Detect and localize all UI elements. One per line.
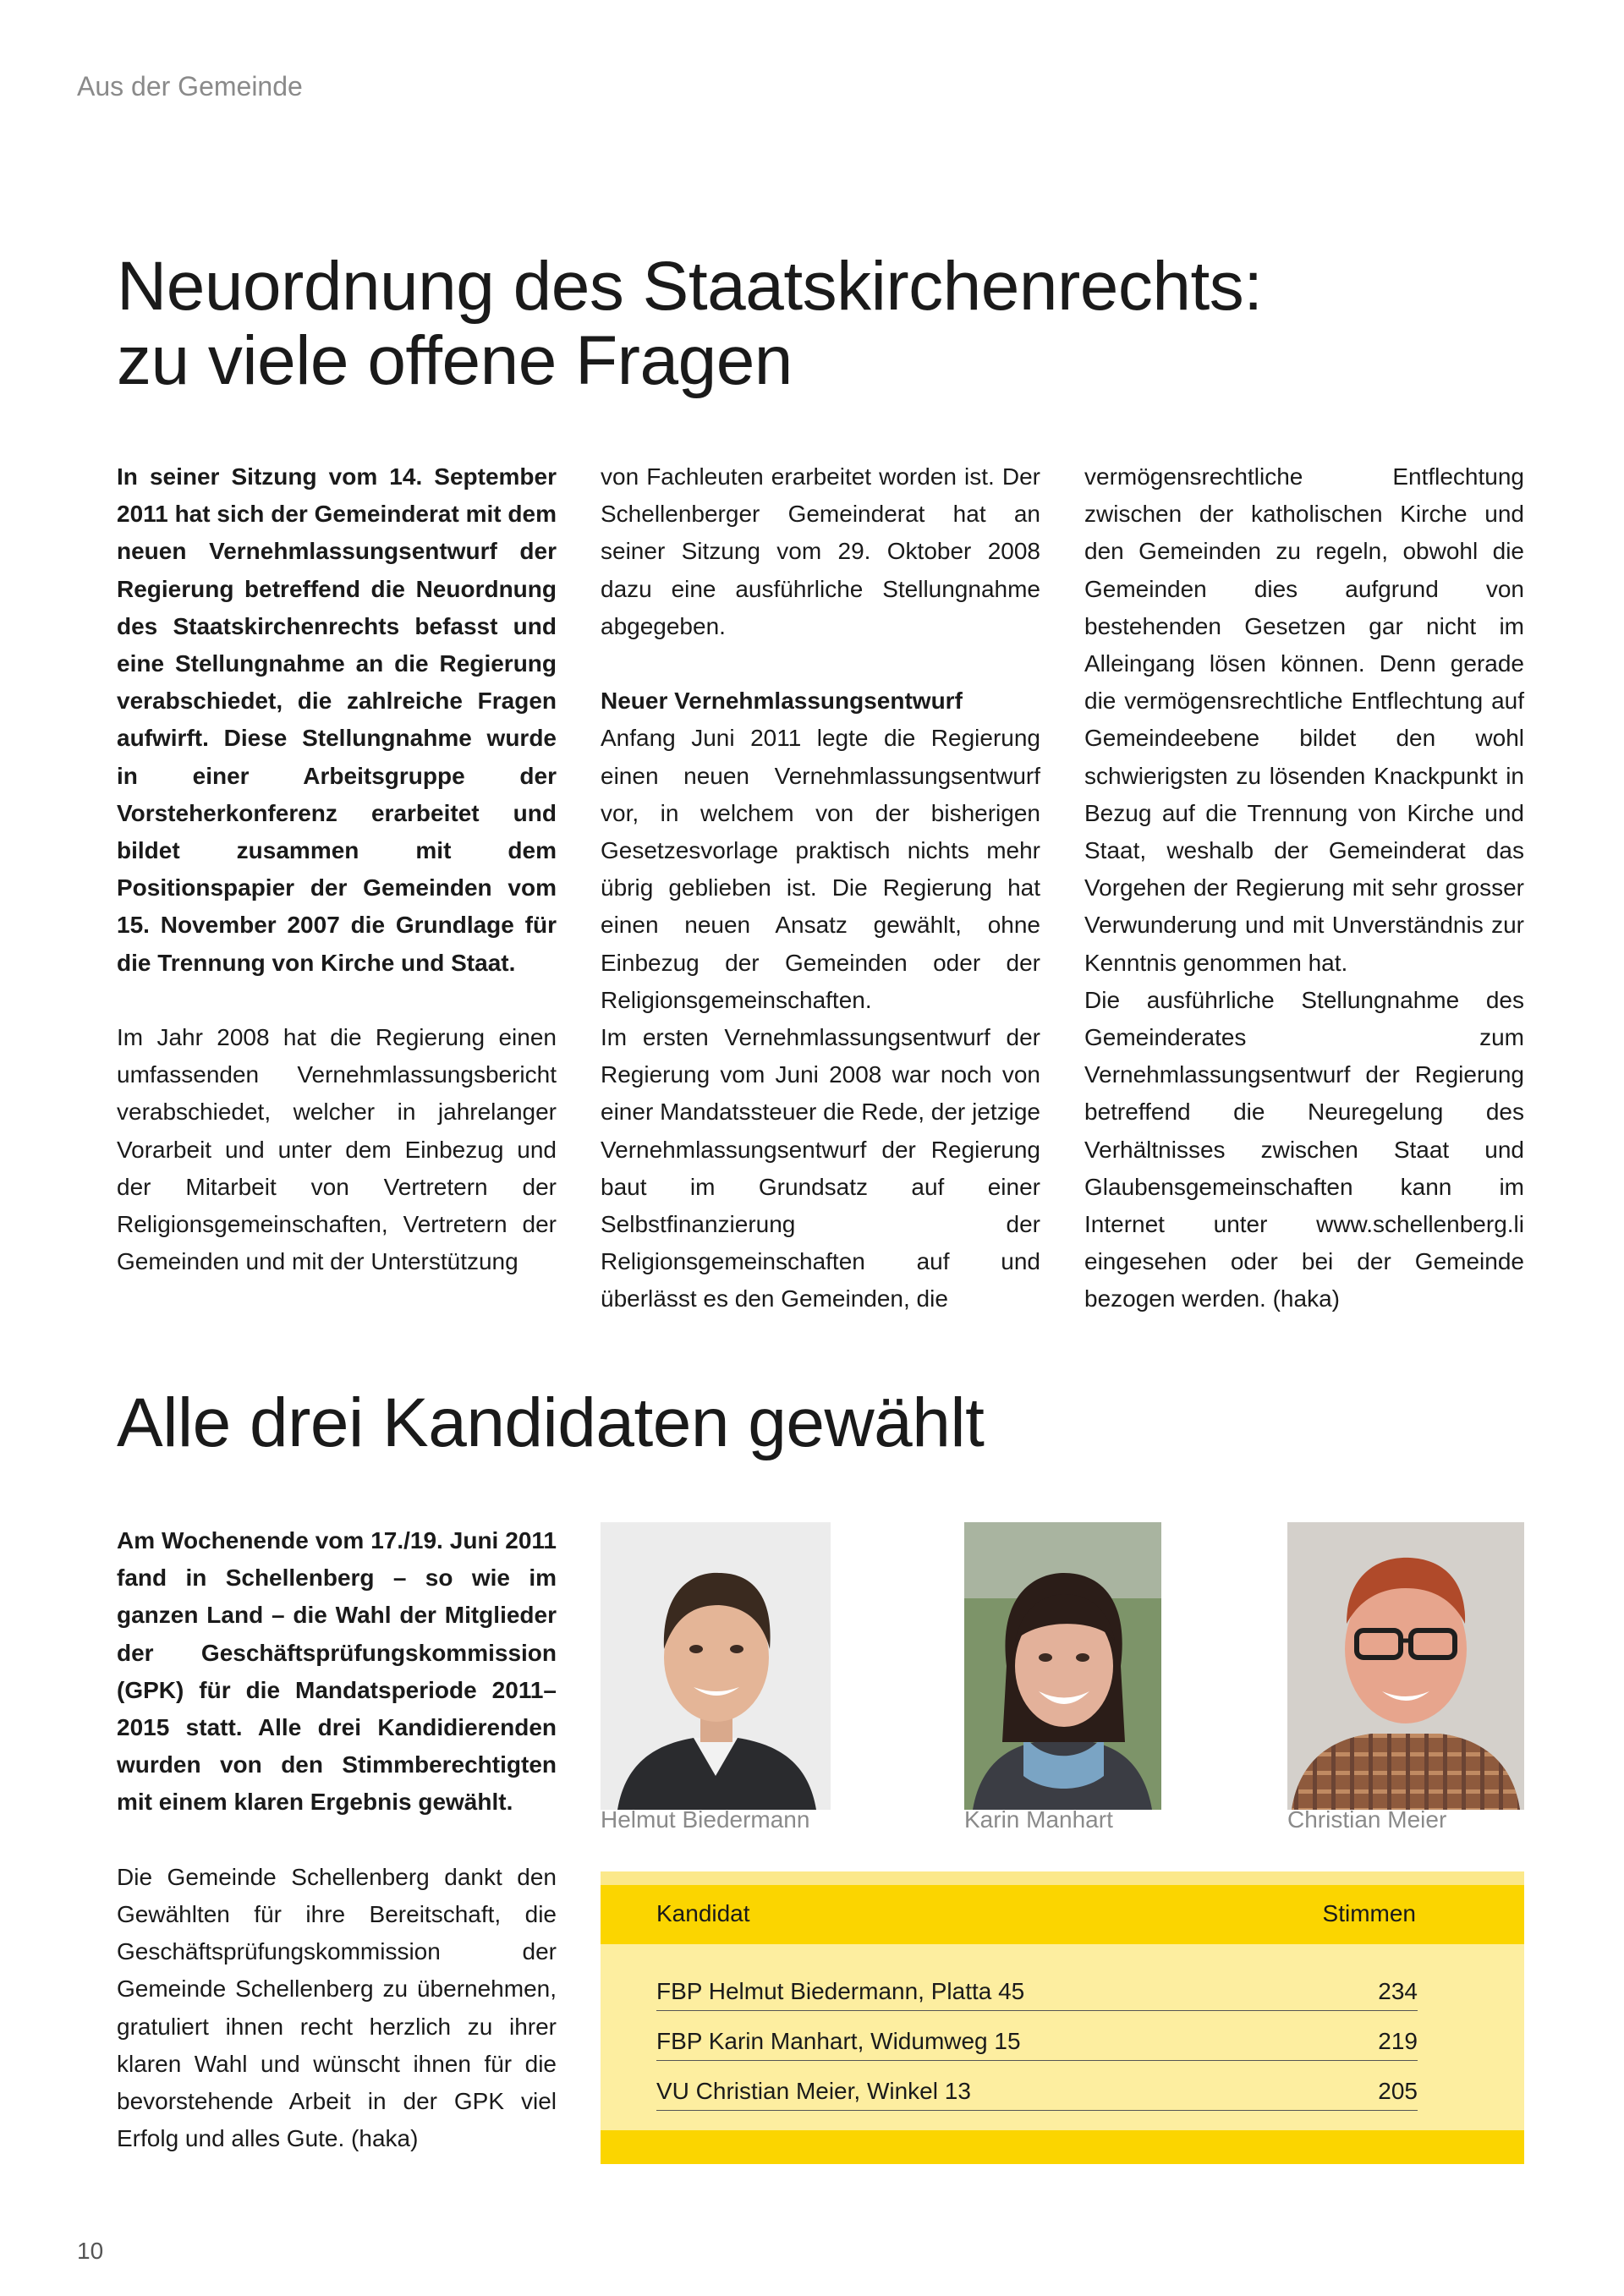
article2-title: Alle drei Kandidaten gewählt xyxy=(117,1384,985,1461)
candidate-photo-helmut-biedermann xyxy=(601,1522,831,1810)
photo-caption: Helmut Biedermann xyxy=(601,1806,810,1833)
portrait-image xyxy=(1287,1522,1524,1810)
table-row xyxy=(656,2013,1418,2061)
article1-subheading: Neuer Vernehmlassungsentwurf xyxy=(601,688,963,715)
article1-lead: In seiner Sitzung vom 14. September 2011 hat sich der Gemeinderat mit dem neuen Vernehmlassungsentwurf der Regierung betreffend die Neuordnung des Staatskirchenrechts befasst und eine Stellungnahme an die Regierung verabschiedet, die zahlreiche Fragen aufwirft. Diese Stellungnahme wurde in einer Arbeitsgruppe der Vorsteherkonferenz erarbeitet und bildet zusammen mit dem Positionspapier der Gemeinden vom 15. November 2007 die Grundlage für die Trennung von Kirche und Staat. xyxy=(117,463,557,976)
election-results-table xyxy=(601,1871,1524,2164)
article1-paragraph: Anfang Juni 2011 legte die Regierung einen neuen Vernehmlassungsentwurf vor, in welchem von der bisherigen Gesetzesvorlage praktisch nichts mehr übrig geblieben ist. Die Regierung hat einen neuen Ansatz gewählt, ohne Einbezug der Gemeinden oder der Religionsgemeinschaften. xyxy=(601,725,1040,1013)
article2-paragraph: Die Gemeinde Schellenberg dankt den Gewählten für ihre Bereitschaft, die Geschäftsprüfungskommission der Gemeinde Schellenberg zu übernehmen, gratuliert ihnen recht herzlich zu ihrer klaren Wahl und wünscht ihnen für die bevorstehende Arbeit in der GPK viel Erfolg und alles Gute. (haka) xyxy=(117,1863,557,2152)
article1-paragraph: von Fachleuten erarbeitet worden ist. Der Schellenberger Gemeinderat hat an seiner Sitzung vom 29. Oktober 2008 dazu eine ausführliche Stellungnahme abgegeben. xyxy=(601,463,1040,639)
column-header-candidate: Kandidat xyxy=(656,1900,750,1926)
table-header xyxy=(601,1885,1524,1944)
vote-count: 234 xyxy=(1378,1978,1418,2004)
table-bottom-band xyxy=(601,2130,1524,2164)
photo-caption: Christian Meier xyxy=(1287,1806,1447,1833)
vote-count: 219 xyxy=(1378,2028,1418,2054)
section-label: Aus der Gemeinde xyxy=(77,71,303,101)
candidate-name: VU Christian Meier, Winkel 13 xyxy=(656,2078,971,2104)
table-row xyxy=(656,2063,1418,2111)
table-row xyxy=(656,1963,1418,2011)
portrait-image xyxy=(964,1522,1161,1810)
photo-caption: Karin Manhart xyxy=(964,1806,1113,1833)
article1-paragraph: Im Jahr 2008 hat die Regierung einen umfassenden Vernehmlassungsbericht verabschiedet, welcher in jahrelanger Vorarbeit und unter dem Einbezug und der Mitarbeit von Vertretern der Religionsgemeinschaften, Vertretern der Gemeinden und mit der Unterstützung xyxy=(117,1024,557,1275)
column-header-votes: Stimmen xyxy=(1322,1900,1416,1926)
candidate-photo-karin-manhart xyxy=(964,1522,1161,1810)
vote-count: 205 xyxy=(1378,2078,1418,2104)
article-title-line-2: zu viele offene Fragen xyxy=(117,322,793,399)
article1-column-3 xyxy=(1084,458,1524,1318)
page-number: 10 xyxy=(77,2238,104,2264)
article2-column-1 xyxy=(117,1522,557,2157)
article-title-line-1: Neuordnung des Staatskirchenrechts: xyxy=(117,248,1263,325)
article1-paragraph: vermögensrechtliche Entflechtung zwischen der katholischen Kirche und den Gemeinden zu regeln, obwohl die Gemeinden dies aufgrund von bestehenden Gesetzen gar nicht im Alleingang lösen können. Denn gerade die vermögensrechtliche Entflechtung auf Gemeindeebene bildet den wohl schwierigsten zu lösenden Knackpunkt in Bezug auf die Trennung von Kirche und Staat, weshalb der Gemeinderat das Vorgehen der Regierung mit sehr grosser Verwunderung und mit Unverständnis zur Kenntnis genommen hat. xyxy=(1084,463,1524,976)
portrait-image xyxy=(601,1522,831,1810)
article1-paragraph: Die ausführliche Stellungnahme des Gemeinderates zum Vernehmlassungsentwurf der Regierung betreffend die Neuregelung des Verhältnisses zwischen Staat und Glaubensgemeinschaften kann im Internet unter www.schellenberg.li eingesehen oder bei der Gemeinde bezogen werden. (haka) xyxy=(1084,986,1524,1312)
article1-column-1 xyxy=(117,458,557,1280)
candidate-name: FBP Helmut Biedermann, Platta 45 xyxy=(656,1978,1025,2004)
article2-lead: Am Wochenende vom 17./19. Juni 2011 fand in Schellenberg – so wie im ganzen Land – die Wahl der Mitglieder der Geschäftsprüfungskommission (GPK) für die Mandatsperiode 2011–2015 statt. Alle drei Kandidierenden wurden von den Stimmberechtigten mit einem klaren Ergebnis gewählt. xyxy=(117,1527,557,1816)
article1-column-2 xyxy=(601,458,1040,1318)
article1-paragraph: Im ersten Vernehmlassungsentwurf der Regierung vom Juni 2008 war noch von einer Mandatssteuer die Rede, der jetzige Vernehmlassungsentwurf der Regierung baut im Grundsatz auf einer Selbstfinanzierung der Religionsgemeinschaften auf und überlässt es den Gemeinden, die xyxy=(601,1024,1040,1312)
candidate-name: FBP Karin Manhart, Widumweg 15 xyxy=(656,2028,1021,2054)
candidate-photo-christian-meier xyxy=(1287,1522,1524,1810)
table-top-band xyxy=(601,1871,1524,1885)
